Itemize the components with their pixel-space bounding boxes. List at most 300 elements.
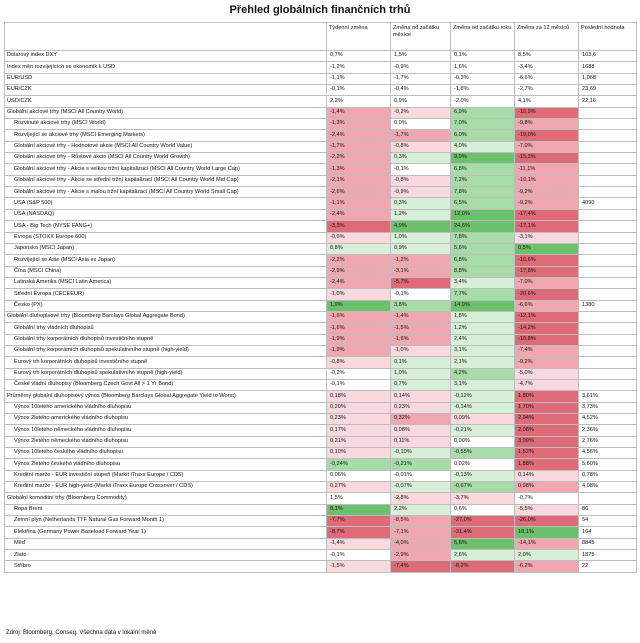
header-cell: Změna za 12 měsíců	[515, 23, 579, 51]
value-cell: -2,7%	[515, 85, 579, 96]
value-cell	[579, 277, 637, 288]
value-cell: 0,10%	[327, 448, 391, 459]
value-cell: -27,0%	[451, 516, 515, 527]
header-cell: Týdenní změna	[327, 23, 391, 51]
table-row	[5, 527, 637, 538]
row-label: Evropa (STOXX Europe 600)	[5, 232, 327, 243]
value-cell: 4090	[579, 198, 637, 209]
value-cell: -19,0%	[515, 130, 579, 141]
row-label: Globální akciové trhy - Akcie s malou tržní kapitalizací (MSCI All Country World Small Cap)	[5, 187, 327, 198]
value-cell: -0,1%	[327, 85, 391, 96]
table-row	[5, 436, 637, 447]
value-cell: -5,0%	[515, 368, 579, 379]
value-cell: 22	[579, 561, 637, 572]
value-cell: 4,0%	[451, 141, 515, 152]
row-label: Výnos 2letého německého vládního dluhopisu	[5, 436, 327, 447]
value-cell: 1,2%	[451, 323, 515, 334]
table-row	[5, 187, 637, 198]
row-label: Japonsko (MSCI Japan)	[5, 243, 327, 254]
value-cell: -1,3%	[327, 119, 391, 130]
value-cell: 164	[579, 527, 637, 538]
value-cell: 2,6%	[451, 550, 515, 561]
value-cell: -0,24%	[327, 459, 391, 470]
value-cell: 5,6%	[451, 538, 515, 549]
value-cell: -8,7%	[327, 527, 391, 538]
value-cell: 0,98%	[515, 482, 579, 493]
value-cell: 0,08%	[391, 425, 451, 436]
value-cell	[579, 289, 637, 300]
value-cell: -3,7%	[451, 493, 515, 504]
table-row	[5, 425, 637, 436]
value-cell: -0,21%	[451, 425, 515, 436]
value-cell: -0,8%	[327, 357, 391, 368]
table-row	[5, 232, 637, 243]
value-cell: -2,4%	[327, 209, 391, 220]
value-cell: -3,1%	[515, 232, 579, 243]
header-row	[5, 23, 637, 51]
value-cell: -20,6%	[515, 289, 579, 300]
value-cell: 0,3%	[391, 153, 451, 164]
value-cell: -7,4%	[391, 561, 451, 572]
markets-table	[4, 22, 637, 573]
value-cell: 7,2%	[451, 175, 515, 186]
table-row	[5, 459, 637, 470]
value-cell: 54	[579, 516, 637, 527]
value-cell: -0,07%	[391, 482, 451, 493]
value-cell	[579, 379, 637, 390]
value-cell: 3,1%	[451, 345, 515, 356]
value-cell: -0,01%	[391, 470, 451, 481]
value-cell: -10,1%	[515, 175, 579, 186]
row-label: Rozvinuté akciové trhy (MSCI World)	[5, 119, 327, 130]
value-cell: 1,52%	[515, 448, 579, 459]
row-label: Výnos 2letého českého vládního dluhopisu	[5, 459, 327, 470]
value-cell: -7,1%	[391, 527, 451, 538]
value-cell: 1,88%	[515, 459, 579, 470]
value-cell: 9,9%	[451, 153, 515, 164]
value-cell: -2,0%	[451, 96, 515, 107]
value-cell: 0,0%	[391, 119, 451, 130]
value-cell: 22,16	[579, 96, 637, 107]
value-cell	[579, 345, 637, 356]
value-cell: -2,1%	[327, 175, 391, 186]
value-cell: -1,5%	[327, 561, 391, 572]
row-label: Výnos 10letého německého vládního dluhopisu	[5, 425, 327, 436]
value-cell: -9,2%	[515, 357, 579, 368]
value-cell: 1,0%	[391, 368, 451, 379]
row-label: Ropa Brent	[5, 504, 327, 515]
value-cell: -14,1%	[515, 538, 579, 549]
row-label: Česko (PX)	[5, 300, 327, 311]
value-cell: -0,3%	[451, 73, 515, 84]
value-cell: -2,2%	[327, 153, 391, 164]
value-cell: -0,4%	[391, 85, 451, 96]
value-cell: 1,068	[579, 73, 637, 84]
value-cell: -2,4%	[327, 130, 391, 141]
value-cell: 5,6%	[451, 243, 515, 254]
value-cell: -0,6%	[327, 232, 391, 243]
table-row	[5, 51, 637, 62]
value-cell: 8,5%	[515, 51, 579, 62]
row-label: Eurový trh korporátních dluhopisů investičního stupně	[5, 357, 327, 368]
value-cell: 7,0%	[451, 119, 515, 130]
value-cell: 0,00%	[451, 436, 515, 447]
value-cell: 0,7%	[327, 51, 391, 62]
value-cell: -7,0%	[515, 277, 579, 288]
value-cell: -3,4%	[515, 62, 579, 73]
value-cell: -8,2%	[451, 561, 515, 572]
value-cell: 4,2%	[451, 368, 515, 379]
value-cell: 6,8%	[451, 255, 515, 266]
value-cell: -0,1%	[391, 164, 451, 175]
table-row	[5, 391, 637, 402]
value-cell	[579, 255, 637, 266]
value-cell: -0,1%	[327, 550, 391, 561]
value-cell: 103,6	[579, 51, 637, 62]
value-cell: -1,7%	[327, 141, 391, 152]
table-row	[5, 119, 637, 130]
table-row	[5, 493, 637, 504]
value-cell: 0,27%	[327, 482, 391, 493]
value-cell: -0,67%	[451, 482, 515, 493]
value-cell: -1,6%	[391, 334, 451, 345]
value-cell	[579, 130, 637, 141]
table-row	[5, 368, 637, 379]
value-cell: -9,8%	[515, 119, 579, 130]
value-cell: -1,0%	[327, 289, 391, 300]
value-cell: 24,6%	[451, 221, 515, 232]
value-cell	[579, 357, 637, 368]
table-row	[5, 141, 637, 152]
value-cell: 2,08%	[515, 425, 579, 436]
value-cell: 6,9%	[451, 107, 515, 118]
table-row	[5, 311, 637, 322]
table-row	[5, 164, 637, 175]
value-cell: 8,8%	[451, 266, 515, 277]
value-cell: 2,76%	[579, 436, 637, 447]
value-cell: -0,1%	[327, 379, 391, 390]
value-cell: 0,11%	[391, 436, 451, 447]
row-label: Eurový trh korporátních dluhopisů spekulativního stupně (high-yield)	[5, 368, 327, 379]
value-cell: 3,61%	[579, 391, 637, 402]
value-cell: -1,6%	[327, 323, 391, 334]
table-row	[5, 516, 637, 527]
value-cell: 5,60%	[579, 459, 637, 470]
value-cell	[579, 243, 637, 254]
value-cell	[579, 107, 637, 118]
row-label: Zemní plyn (Netherlands TTF Natural Gas Forward Month 1)	[5, 516, 327, 527]
value-cell: 2,2%	[327, 96, 391, 107]
table-row	[5, 357, 637, 368]
value-cell: 0,06%	[327, 470, 391, 481]
row-label: Kreditní marže - EUR investiční stupeň (Markit iTraxx Europe / CDS)	[5, 470, 327, 481]
value-cell: -8,5%	[391, 516, 451, 527]
value-cell: 0,23%	[391, 402, 451, 413]
value-cell	[579, 221, 637, 232]
table-row	[5, 153, 637, 164]
value-cell: 1,9%	[327, 300, 391, 311]
table-row	[5, 550, 637, 561]
value-cell: -0,1%	[391, 289, 451, 300]
value-cell: -6,6%	[515, 300, 579, 311]
value-cell: 0,14%	[391, 391, 451, 402]
value-cell: -3,1%	[391, 266, 451, 277]
row-label: EUR/CZK	[5, 85, 327, 96]
value-cell: -1,3%	[327, 164, 391, 175]
value-cell: -0,2%	[391, 107, 451, 118]
value-cell	[579, 153, 637, 164]
value-cell	[579, 209, 637, 220]
value-cell: -26,0%	[515, 516, 579, 527]
value-cell: 0,21%	[327, 436, 391, 447]
table-row	[5, 345, 637, 356]
value-cell: -1,7%	[391, 73, 451, 84]
value-cell: 1,80%	[515, 391, 579, 402]
value-cell: -1,9%	[327, 334, 391, 345]
value-cell: 0,3%	[391, 198, 451, 209]
value-cell: 4,52%	[579, 414, 637, 425]
value-cell: 0,17%	[327, 425, 391, 436]
row-label: USD/CZK	[5, 96, 327, 107]
value-cell: 14,9%	[451, 300, 515, 311]
value-cell: 2,2%	[391, 504, 451, 515]
row-label: Index měn rozvíjejících se ekonomik k USD	[5, 62, 327, 73]
row-label: Rozvíjející se Asie (MSCI Asia ex Japan)	[5, 255, 327, 266]
value-cell: 23,69	[579, 85, 637, 96]
value-cell: -1,2%	[327, 62, 391, 73]
value-cell: 1,5%	[391, 51, 451, 62]
table-row	[5, 470, 637, 481]
value-cell: 2,4%	[451, 334, 515, 345]
row-label: Stříbro	[5, 561, 327, 572]
value-cell: 1688	[579, 62, 637, 73]
value-cell: 86	[579, 504, 637, 515]
source-note: Zdroj: Bloomberg, Conseq. Všechna data v lokální měně	[6, 630, 157, 636]
table-row	[5, 198, 637, 209]
value-cell: -1,2%	[391, 255, 451, 266]
row-label: USA - Big Tech (NYSE FANG+)	[5, 221, 327, 232]
value-cell: 4,56%	[579, 448, 637, 459]
table-row	[5, 73, 637, 84]
value-cell: -0,9%	[391, 187, 451, 198]
value-cell: 0,20%	[327, 402, 391, 413]
header-cell	[5, 23, 327, 51]
row-label: Výnos 2letého amerického vládního dluhopisu	[5, 414, 327, 425]
value-cell: -1,9%	[327, 345, 391, 356]
value-cell: -2,4%	[327, 277, 391, 288]
row-label: Průměrný globální dluhopisový výnos (Bloomberg Barclays Global Aggregate Yield to Worst)	[5, 391, 327, 402]
value-cell: -1,8%	[451, 85, 515, 96]
value-cell: 6,8%	[451, 164, 515, 175]
table-body	[5, 51, 637, 573]
row-label: USA (S&P 500)	[5, 198, 327, 209]
value-cell: 2,36%	[579, 425, 637, 436]
value-cell: -0,8%	[391, 175, 451, 186]
row-label: EUR/USD	[5, 73, 327, 84]
table-row	[5, 504, 637, 515]
value-cell: -5,7%	[391, 277, 451, 288]
value-cell: -0,7%	[515, 493, 579, 504]
value-cell: 3,4%	[451, 277, 515, 288]
value-cell: -17,4%	[515, 209, 579, 220]
row-label: Globální trhy korporátních dluhopisů spekulativního stupně (high-yield)	[5, 345, 327, 356]
value-cell: 1,6%	[451, 62, 515, 73]
value-cell	[579, 266, 637, 277]
value-cell: -0,9%	[391, 62, 451, 73]
value-cell: -4,0%	[391, 538, 451, 549]
value-cell: 0,8%	[327, 243, 391, 254]
value-cell: 8,1%	[327, 504, 391, 515]
row-label: Měď	[5, 538, 327, 549]
row-label: USA (NASDAQ)	[5, 209, 327, 220]
value-cell: 0,9%	[391, 96, 451, 107]
value-cell: -17,8%	[515, 266, 579, 277]
value-cell: -7,0%	[515, 141, 579, 152]
value-cell: 0,9%	[391, 243, 451, 254]
value-cell: 0,7%	[391, 379, 451, 390]
value-cell: 4,08%	[579, 482, 637, 493]
value-cell: -10,9%	[515, 107, 579, 118]
table-row	[5, 221, 637, 232]
row-label: Globální trhy korporátních dluhopisů investičního stupně	[5, 334, 327, 345]
value-cell: 2,0%	[515, 550, 579, 561]
row-label: Globální akciové trhy - Akcie s velkou tržní kapitalizací (MSCI All Country World Large Cap)	[5, 164, 327, 175]
value-cell: -6,6%	[515, 73, 579, 84]
table-row	[5, 243, 637, 254]
table-row	[5, 96, 637, 107]
value-cell: 18,1%	[515, 527, 579, 538]
table-row	[5, 107, 637, 118]
value-cell: 3,73%	[579, 402, 637, 413]
value-cell: -6,2%	[515, 561, 579, 572]
value-cell: -5,5%	[515, 504, 579, 515]
report-title: Přehled globálních finančních trhů	[229, 4, 411, 16]
table-row	[5, 209, 637, 220]
value-cell: -7,7%	[327, 516, 391, 527]
table-row	[5, 414, 637, 425]
row-label: Globální akciové trhy (MSCI All Country World)	[5, 107, 327, 118]
value-cell: -1,1%	[327, 198, 391, 209]
value-cell: -14,2%	[515, 323, 579, 334]
header-cell: Změna od začátku roku	[451, 23, 515, 51]
value-cell	[579, 175, 637, 186]
value-cell: 1,8%	[451, 311, 515, 322]
value-cell: 3,1%	[451, 379, 515, 390]
table-row	[5, 448, 637, 459]
value-cell	[579, 311, 637, 322]
value-cell: -7,4%	[515, 345, 579, 356]
value-cell: -2,2%	[327, 255, 391, 266]
value-cell: 0,5%	[515, 243, 579, 254]
value-cell: 7,7%	[451, 289, 515, 300]
table-row	[5, 266, 637, 277]
table-row	[5, 130, 637, 141]
value-cell	[579, 323, 637, 334]
value-cell: 1875	[579, 550, 637, 561]
value-cell	[579, 232, 637, 243]
value-cell: 4,1%	[515, 96, 579, 107]
value-cell: 6,0%	[451, 130, 515, 141]
value-cell: 3,09%	[515, 436, 579, 447]
value-cell: -0,2%	[327, 368, 391, 379]
table-row	[5, 561, 637, 572]
row-label: Dolarový index DXY	[5, 51, 327, 62]
value-cell: -0,55%	[451, 448, 515, 459]
value-cell: -9,2%	[515, 187, 579, 198]
value-cell: -1,0%	[391, 345, 451, 356]
value-cell: 12,0%	[451, 209, 515, 220]
value-cell: 6,5%	[451, 198, 515, 209]
row-label: Latinská Amerika (MSCI Latin America)	[5, 277, 327, 288]
value-cell	[579, 119, 637, 130]
value-cell: -10,8%	[515, 334, 579, 345]
header-cell: Poslední hodnota	[579, 23, 637, 51]
row-label: Výnos 10letého českého vládního dluhopisu	[5, 448, 327, 459]
header-cell: Změna od začátku měsíce	[391, 23, 451, 51]
row-label: Rozvíjející se akciové trhy (MSCI Emerging Markets)	[5, 130, 327, 141]
value-cell	[579, 164, 637, 175]
row-label: Výnos 10letého amerického vládního dluhopisu	[5, 402, 327, 413]
row-label: České vládní dluhopisy (Bloomberg Czech Govt All > 1 Yr Bond)	[5, 379, 327, 390]
table-row	[5, 538, 637, 549]
value-cell: -1,6%	[327, 311, 391, 322]
value-cell: -0,12%	[451, 391, 515, 402]
value-cell	[579, 141, 637, 152]
table-row	[5, 300, 637, 311]
value-cell: 0,78%	[579, 470, 637, 481]
value-cell: 3,8%	[391, 300, 451, 311]
value-cell: 2,94%	[515, 414, 579, 425]
row-label: Čína (MSCI China)	[5, 266, 327, 277]
value-cell: -0,8%	[391, 141, 451, 152]
row-label: Globální trhy vládních dluhopisů	[5, 323, 327, 334]
value-cell: -31,4%	[451, 527, 515, 538]
table-row	[5, 482, 637, 493]
value-cell: 0,23%	[327, 414, 391, 425]
value-cell	[579, 187, 637, 198]
value-cell: 0,02%	[451, 459, 515, 470]
value-cell: 1380	[579, 300, 637, 311]
value-cell: -0,14%	[451, 402, 515, 413]
value-cell: 1,70%	[515, 402, 579, 413]
row-label: Globální akciové trhy - Akcie se střední tržní kapitalizací (MSCI All Country World Mid Cap)	[5, 175, 327, 186]
value-cell: 8845	[579, 538, 637, 549]
value-cell: 7,8%	[451, 232, 515, 243]
value-cell: -1,4%	[327, 538, 391, 549]
row-label: Zlato	[5, 550, 327, 561]
value-cell: -16,6%	[515, 255, 579, 266]
row-label: Elektřina (Germany Power Baseload Forward Year 1)	[5, 527, 327, 538]
value-cell: -17,1%	[515, 221, 579, 232]
table-row	[5, 277, 637, 288]
row-label: Globální akciové trhy - Růstové akcie (MSCI All Country World Growth)	[5, 153, 327, 164]
row-label: Globální akciové trhy - Hodnotové akcie (MSCI All Country World Value)	[5, 141, 327, 152]
row-label: Globální dluhopisové trhy (Bloomberg Barclays Global Aggregate Bond)	[5, 311, 327, 322]
value-cell: -2,8%	[391, 493, 451, 504]
value-cell: -1,1%	[327, 73, 391, 84]
value-cell: -11,1%	[515, 164, 579, 175]
value-cell: 7,8%	[451, 187, 515, 198]
table-row	[5, 379, 637, 390]
value-cell: 1,2%	[391, 209, 451, 220]
value-cell: 0,1%	[391, 357, 451, 368]
value-cell: -1,4%	[327, 107, 391, 118]
value-cell: 0,1%	[451, 51, 515, 62]
table-row	[5, 85, 637, 96]
table-row	[5, 255, 637, 266]
table-row	[5, 334, 637, 345]
value-cell: 0,14%	[515, 470, 579, 481]
